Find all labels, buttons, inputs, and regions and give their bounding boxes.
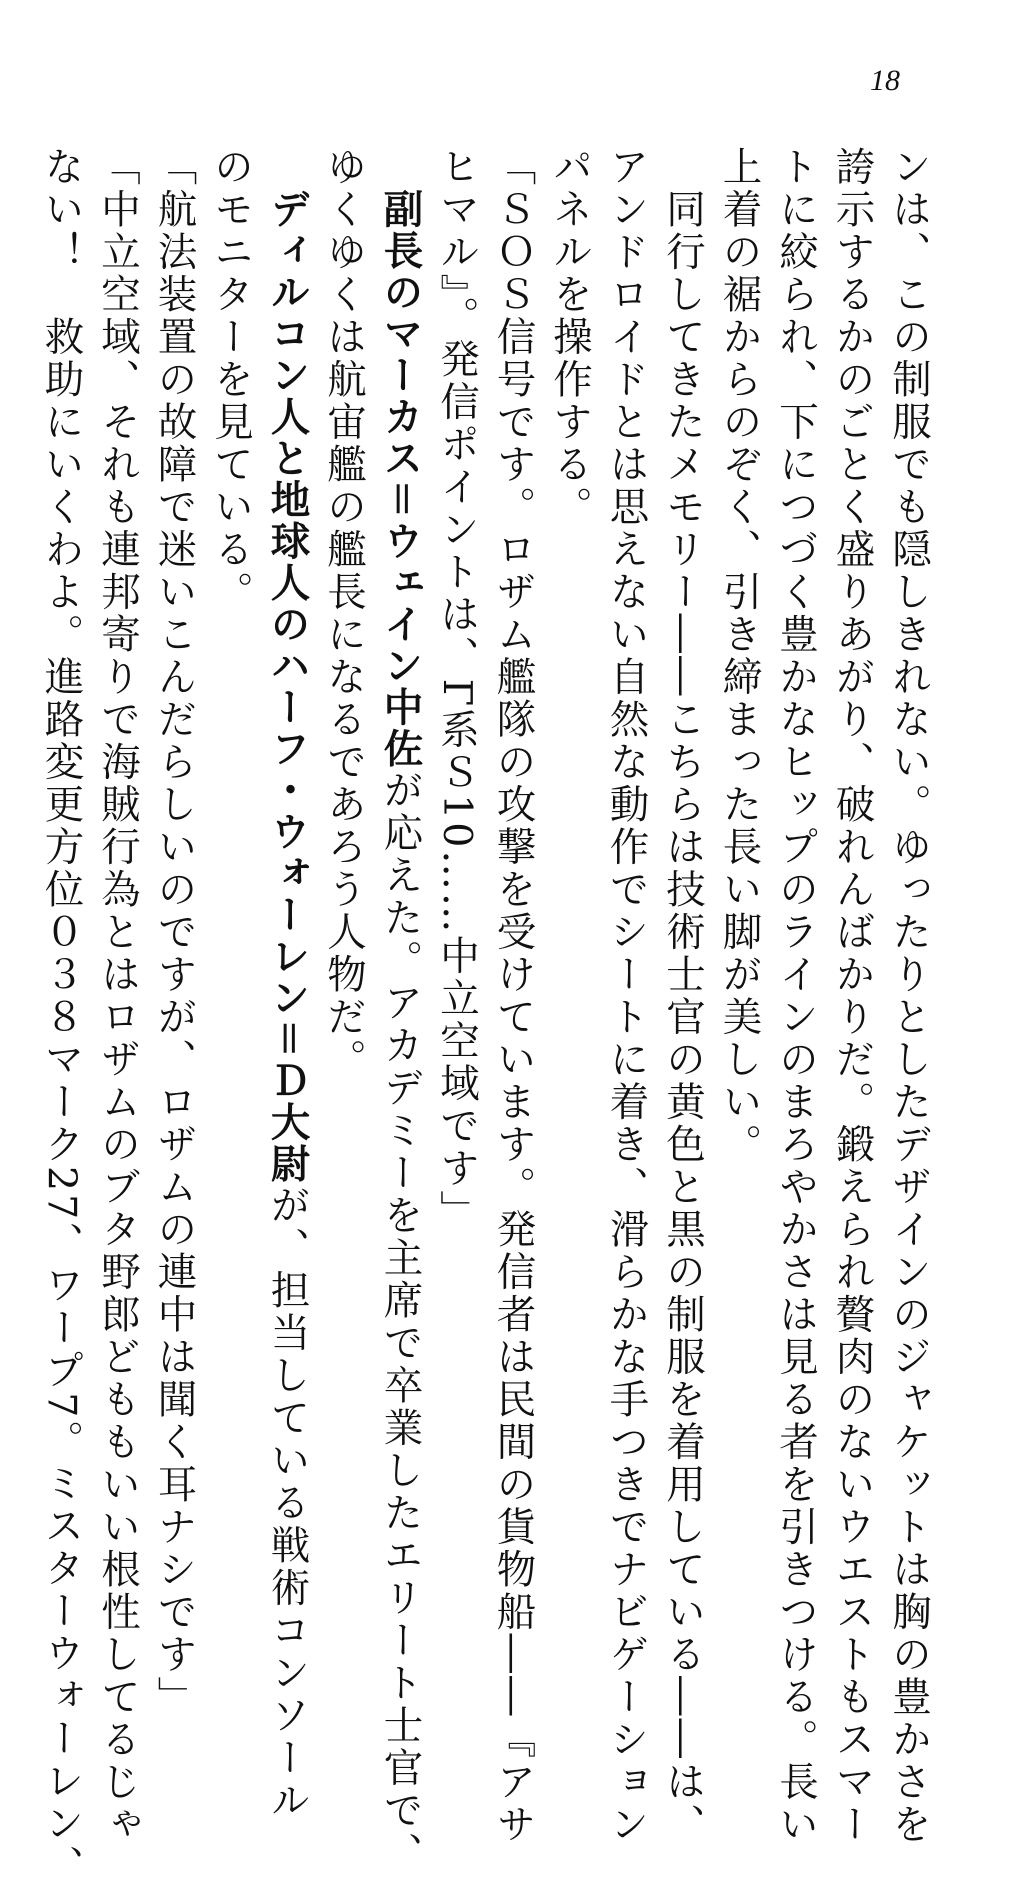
page-number: 18 bbox=[870, 64, 900, 97]
text-run: ヒマル』。発信ポイントは、Γ系Ｓ10……中立空域です」 bbox=[434, 146, 480, 1233]
bold-name-run: ディルコン人と地球人のハーフ・ウォーレン＝Ｄ大尉 bbox=[264, 188, 311, 1185]
text-run: 同行してきたメモリー――こちらは技術士官の黄色と黒の制服を着用している――は、 bbox=[660, 146, 706, 1846]
text-run: が応えた。アカデミーを主席で卒業したエリート士官で、 bbox=[377, 769, 424, 1875]
text-run: 上着の裾からのぞく、引き締まった長い脚が美しい。 bbox=[716, 146, 763, 1166]
text-line bbox=[768, 146, 825, 1846]
text-run: ない！ 救助にいくわよ。進路変更方位０３８マーク27、ワープ7。ミスターウォーレン、 bbox=[38, 146, 85, 1888]
text-line bbox=[429, 146, 486, 1416]
text-line bbox=[655, 146, 712, 1846]
text-run bbox=[378, 146, 424, 189]
text-run: 「ＳＯＳ信号です。ロザム艦隊の攻撃を受けています。発信者は民間の貨物船――『アサ bbox=[490, 146, 537, 1846]
text-line bbox=[711, 146, 768, 1416]
text-line bbox=[542, 146, 599, 1416]
body-text bbox=[33, 146, 937, 1888]
text-run: パネルを操作する。 bbox=[547, 146, 593, 529]
text-line bbox=[90, 146, 147, 1846]
text-run: が、担当している戦術コンソール bbox=[264, 1184, 311, 1822]
text-line bbox=[824, 146, 881, 1846]
text-run: 誇示するかのごとく盛りあがり、破れんばかりだ。鍛えられ贅肉のないウエストもスマー bbox=[829, 146, 876, 1846]
bold-name-run: 副長のマーカス＝ウェイン中佐 bbox=[377, 188, 424, 770]
text-line bbox=[372, 146, 429, 1875]
text-run: トに絞られ、下につづく豊かなヒップのラインのまろやかさは見る者を引きつける。長い bbox=[773, 146, 819, 1846]
text-line bbox=[598, 146, 655, 1846]
text-line bbox=[316, 146, 373, 1416]
text-run bbox=[265, 146, 311, 189]
text-run: アンドロイドとは思えない自然な動作でシートに着き、滑らかな手つきでナビゲーション bbox=[603, 146, 650, 1846]
text-line bbox=[146, 146, 203, 1719]
text-run: 「航法装置の故障で迷いこんだらしいのですが、ロザムの連中は聞く耳ナシです」 bbox=[151, 146, 198, 1719]
text-line bbox=[485, 146, 542, 1846]
text-line bbox=[881, 146, 938, 1846]
text-run: のモニターを見ている。 bbox=[208, 146, 254, 614]
text-line bbox=[203, 146, 260, 1416]
text-run: ゆくゆくは航宙艦の艦長になるであろう人物だ。 bbox=[321, 146, 367, 1081]
text-run: ンは、この制服でも隠しきれない。ゆったりとしたデザインのジャケットは胸の豊かさを bbox=[886, 146, 932, 1846]
text-line bbox=[33, 146, 90, 1888]
text-run: 「中立空域、それも連邦寄りで海賊行為とはロザムのブタ野郎どももいい根性してるじゃ bbox=[95, 146, 141, 1846]
text-line bbox=[259, 146, 316, 1822]
